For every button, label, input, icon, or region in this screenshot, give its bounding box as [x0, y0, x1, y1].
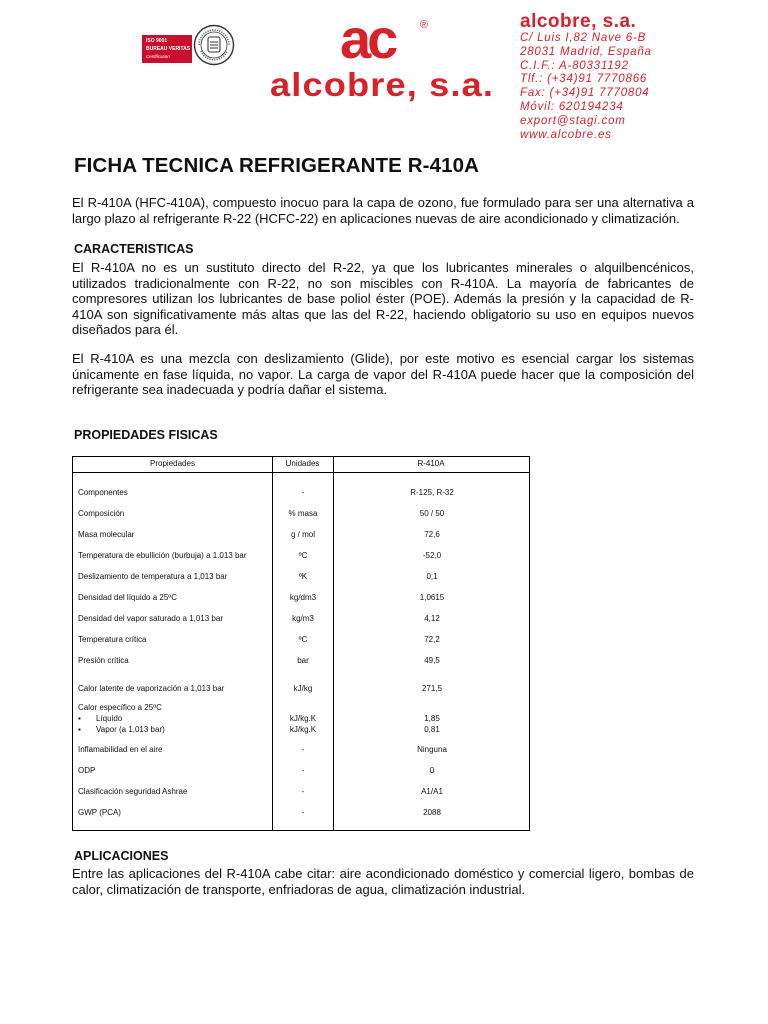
table-row-value: 72,2 [424, 635, 440, 644]
table-row-value: 0 [429, 766, 435, 775]
table-row-unit: kg/dm3 [289, 593, 317, 602]
square-bullet-icon: ▪ [78, 725, 81, 734]
table-row-name: Densidad del vapor saturado a 1,013 bar [78, 614, 223, 623]
address-phone: Tlf.: (+34)91 7770866 [520, 73, 648, 86]
company-address-block [520, 12, 760, 142]
intro-paragraph: El R-410A (HFC-410A), compuesto inocuo para la capa de ozono, fue formulado para ser una alternativa a largo plazo al refrigerante R-22 (HCFC-22) en aplicaciones nuevas de aire acondicionado y climatización. [72, 195, 694, 226]
table-header-propiedades: Propiedades [150, 459, 195, 468]
properties-table [72, 456, 530, 831]
address-website[interactable]: www.alcobre.es [520, 128, 612, 141]
address-cif: C.I.F.: A-80331192 [520, 59, 629, 72]
document-title: FICHA TECNICA REFRIGERANTE R-410A [74, 154, 479, 177]
logo-company-name: alcobre, s.a. [270, 66, 494, 102]
iso-badge-line: ISO 9001 [146, 38, 168, 44]
table-row-subitem [78, 714, 122, 724]
table-row-value: A1/A1 [421, 787, 443, 796]
section-heading-propiedades: PROPIEDADES FISICAS [74, 428, 218, 442]
address-email[interactable]: export@stagi.com [520, 114, 626, 127]
table-row-name: Densidad del líquido a 25ºC [78, 593, 177, 602]
table-row-subitem-name: Líquido [96, 714, 123, 723]
table-row-value: 72,6 [424, 530, 440, 539]
table-row-name: Clasificación seguridad Ashrae [78, 787, 188, 796]
alcobre-logo [268, 10, 498, 102]
table-row-unit: - [301, 488, 305, 497]
table-row-unit: ºC [298, 635, 308, 644]
table-row-unit: kJ/kg.K [289, 714, 317, 723]
table-row-name: Deslizamiento de temperatura a 1,013 bar [78, 572, 228, 581]
table-header-r410a: R-410A [417, 459, 445, 468]
table-row-name: Temperatura de ebullición (burbuja) a 1.013 bar [78, 551, 247, 560]
aplicaciones-paragraph: Entre las aplicaciones del R-410A cabe citar: aire acondicionado doméstico y comercial ligero, bombas de calor, climatización de transporte, enfriadoras de agua, climatización industrial. [72, 866, 694, 897]
table-row-unit: - [301, 808, 305, 817]
table-row-value: 2088 [423, 808, 441, 817]
table-row-name: Componentes [78, 488, 128, 497]
iso-badge-line: BUREAU VERITAS [146, 46, 191, 52]
section-heading-caracteristicas: CARACTERISTICAS [74, 242, 194, 256]
table-row-value: Ninguna [417, 745, 447, 754]
table-row-value: -52,0 [422, 551, 442, 560]
square-bullet-icon: ▪ [78, 714, 81, 723]
table-row-value: 1,0615 [419, 593, 445, 602]
bureau-veritas-seal-icon [193, 24, 235, 66]
table-row-name: Calor específico a 25ºC [78, 703, 162, 712]
table-row-value: 49,5 [424, 656, 440, 665]
table-row-name: Composición [78, 509, 125, 518]
table-row-value: 1,85 [424, 714, 440, 723]
table-row-value: 271,5 [421, 684, 443, 693]
table-row-unit: - [301, 745, 305, 754]
table-row-name: Temperatura crítica [78, 635, 147, 644]
table-column-divider [272, 457, 273, 830]
table-row-name: Masa molecular [78, 530, 135, 539]
table-row-value: 50 / 50 [419, 509, 445, 518]
table-row-unit: kJ/kg.K [289, 725, 317, 734]
table-row-subitem-name: Vapor (a 1,013 bar) [96, 725, 165, 734]
table-column-divider [333, 457, 334, 830]
table-row-unit: ºC [298, 551, 308, 560]
address-city: 28031 Madrid, España [520, 45, 652, 58]
table-row-unit: % masa [288, 509, 318, 518]
iso-certification-badge [142, 35, 192, 63]
table-row-name: Inflamabilidad en el aire [78, 745, 163, 754]
table-row-unit: - [301, 766, 305, 775]
table-row-value: R-125, R-32 [410, 488, 454, 497]
letterhead [0, 0, 768, 140]
table-row-subitem [78, 725, 165, 735]
address-mobile: Móvil: 620194234 [520, 100, 624, 113]
table-row-value: 4,12 [424, 614, 440, 623]
table-row-name: Calor latente de vaporización a 1,013 bar [78, 684, 225, 693]
address-fax: Fax: (+34)91 7770804 [520, 87, 650, 100]
table-row-value: 0,81 [424, 725, 440, 734]
caracteristicas-paragraph-1: El R-410A no es un sustituto directo del R-22, ya que los lubricantes minerales o alquilbencénicos, utilizados tradicionalmente con R-22, no son miscibles con R-410A. La mayoría de fabricantes de compresores utilizan los lubricantes de base poliol éster (POE). Además la presión y la capacidad de R-410A son significativamente más altas que las del R-22, haciendo obligatorio su uso en equipos nuevos diseñados para él. [72, 260, 694, 338]
table-row-name: ODP [78, 766, 96, 775]
logo-mark: ac [340, 10, 395, 70]
table-header-divider [73, 472, 529, 473]
table-row-name: GWP (PCA) [78, 808, 121, 817]
table-row-unit: ºK [298, 572, 308, 581]
table-row-value: 0,1 [426, 572, 438, 581]
table-row-unit: kg/m3 [292, 614, 314, 623]
caracteristicas-paragraph-2: El R-410A es una mezcla con deslizamiento (Glide), por este motivo es esencial cargar los sistemas únicamente en fase líquida, no vapor. La carga de vapor del R-410A puede hacer que la composición del refrigerante sea inadecuada y podría dañar el sistema. [72, 351, 694, 398]
table-row-unit: bar [297, 656, 309, 665]
iso-badge-line: Certification [146, 54, 170, 59]
section-heading-aplicaciones: APLICACIONES [74, 849, 169, 863]
registered-mark: ® [420, 19, 429, 31]
table-row-unit: g / mol [290, 530, 315, 539]
table-row-name: Presión crítica [78, 656, 129, 665]
address-street: C/ Luis I,82 Nave 6-B [520, 32, 647, 44]
table-row-unit: kJ/kg [293, 684, 313, 693]
table-header-unidades: Unidades [285, 459, 320, 468]
table-row-unit: - [301, 787, 305, 796]
address-company-name: alcobre, s.a. [520, 11, 637, 32]
